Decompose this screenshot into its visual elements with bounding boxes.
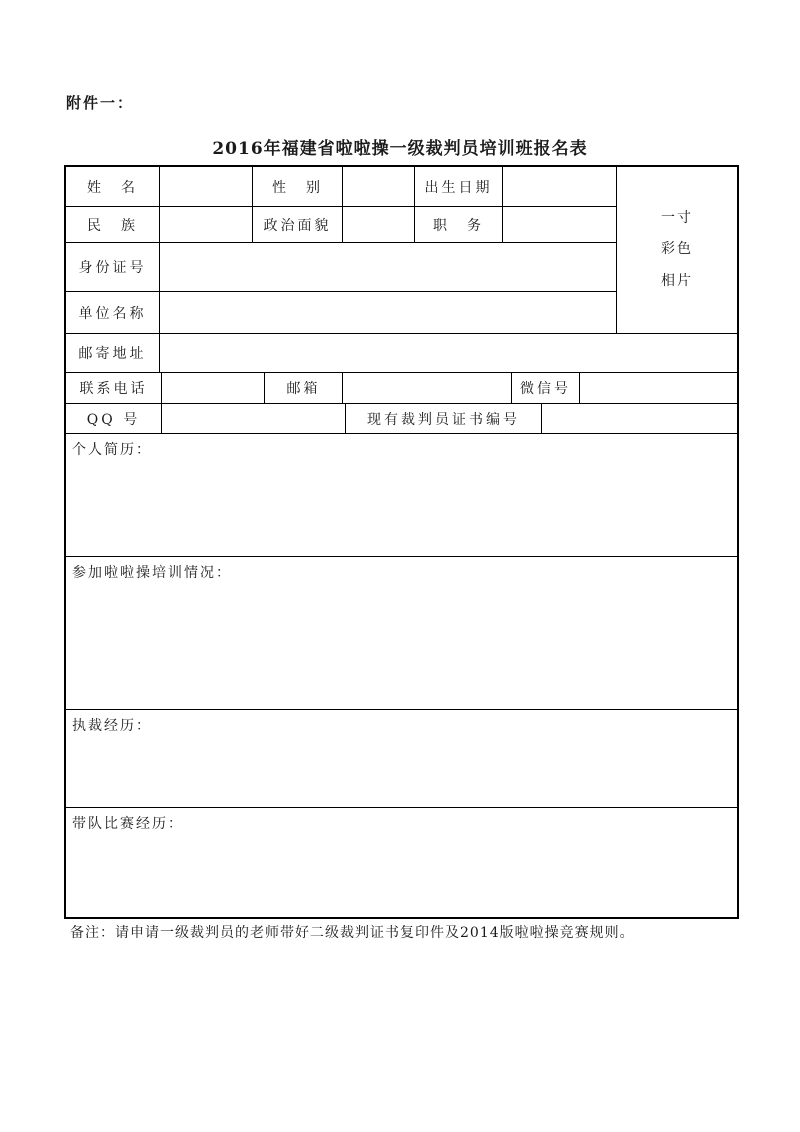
training-section-label: 参加啦啦操培训情况： bbox=[72, 565, 232, 581]
position-value-cell[interactable] bbox=[503, 207, 617, 243]
gender-label: 性 别 bbox=[253, 167, 343, 207]
qq-label: QQ 号 bbox=[66, 404, 162, 434]
training-section-cell[interactable] bbox=[66, 557, 737, 710]
photo-box-line1: 一寸 bbox=[661, 209, 693, 226]
photo-box-line2: 彩色 bbox=[661, 241, 693, 258]
mailing-address-value-cell[interactable] bbox=[160, 334, 737, 373]
unit-name-label: 单位名称 bbox=[66, 292, 160, 334]
resume-section-label: 个人简历： bbox=[72, 442, 152, 458]
photo-box bbox=[617, 167, 737, 334]
political-status-label: 政治面貌 bbox=[253, 207, 343, 243]
id-number-label: 身份证号 bbox=[66, 243, 160, 292]
id-number-value-cell[interactable] bbox=[160, 243, 617, 292]
ethnicity-label: 民 族 bbox=[66, 207, 160, 243]
resume-section-cell[interactable] bbox=[66, 434, 737, 557]
wechat-value-cell[interactable] bbox=[580, 373, 737, 404]
attachment-label: 附件一： bbox=[66, 94, 135, 112]
gender-value-cell[interactable] bbox=[343, 167, 415, 207]
birth-date-value-cell[interactable] bbox=[503, 167, 617, 207]
registration-form-table bbox=[64, 165, 739, 919]
name-value-cell[interactable] bbox=[160, 167, 253, 207]
email-label: 邮箱 bbox=[265, 373, 343, 404]
ethnicity-value-cell[interactable] bbox=[160, 207, 253, 243]
mailing-address-label: 邮寄地址 bbox=[66, 334, 160, 373]
certificate-number-label: 现有裁判员证书编号 bbox=[346, 404, 542, 434]
team-leading-section-cell[interactable] bbox=[66, 808, 737, 917]
wechat-label: 微信号 bbox=[512, 373, 580, 404]
phone-label: 联系电话 bbox=[66, 373, 162, 404]
political-status-value-cell[interactable] bbox=[343, 207, 415, 243]
footer-note: 备注：请申请一级裁判员的老师带好二级裁判证书复印件及2014版啦啦操竞赛规则。 bbox=[70, 925, 635, 941]
page-title: 2016年福建省啦啦操一级裁判员培训班报名表 bbox=[212, 139, 588, 159]
phone-value-cell[interactable] bbox=[162, 373, 265, 404]
unit-name-value-cell[interactable] bbox=[160, 292, 617, 334]
position-label: 职 务 bbox=[415, 207, 503, 243]
photo-box-line3: 相片 bbox=[661, 272, 693, 289]
certificate-number-value-cell[interactable] bbox=[542, 404, 737, 434]
name-label: 姓 名 bbox=[66, 167, 160, 207]
refereeing-section-label: 执裁经历： bbox=[72, 718, 152, 734]
qq-value-cell[interactable] bbox=[162, 404, 346, 434]
email-value-cell[interactable] bbox=[343, 373, 512, 404]
birth-date-label: 出生日期 bbox=[415, 167, 503, 207]
refereeing-section-cell[interactable] bbox=[66, 710, 737, 808]
team-leading-section-label: 带队比赛经历： bbox=[72, 816, 184, 832]
